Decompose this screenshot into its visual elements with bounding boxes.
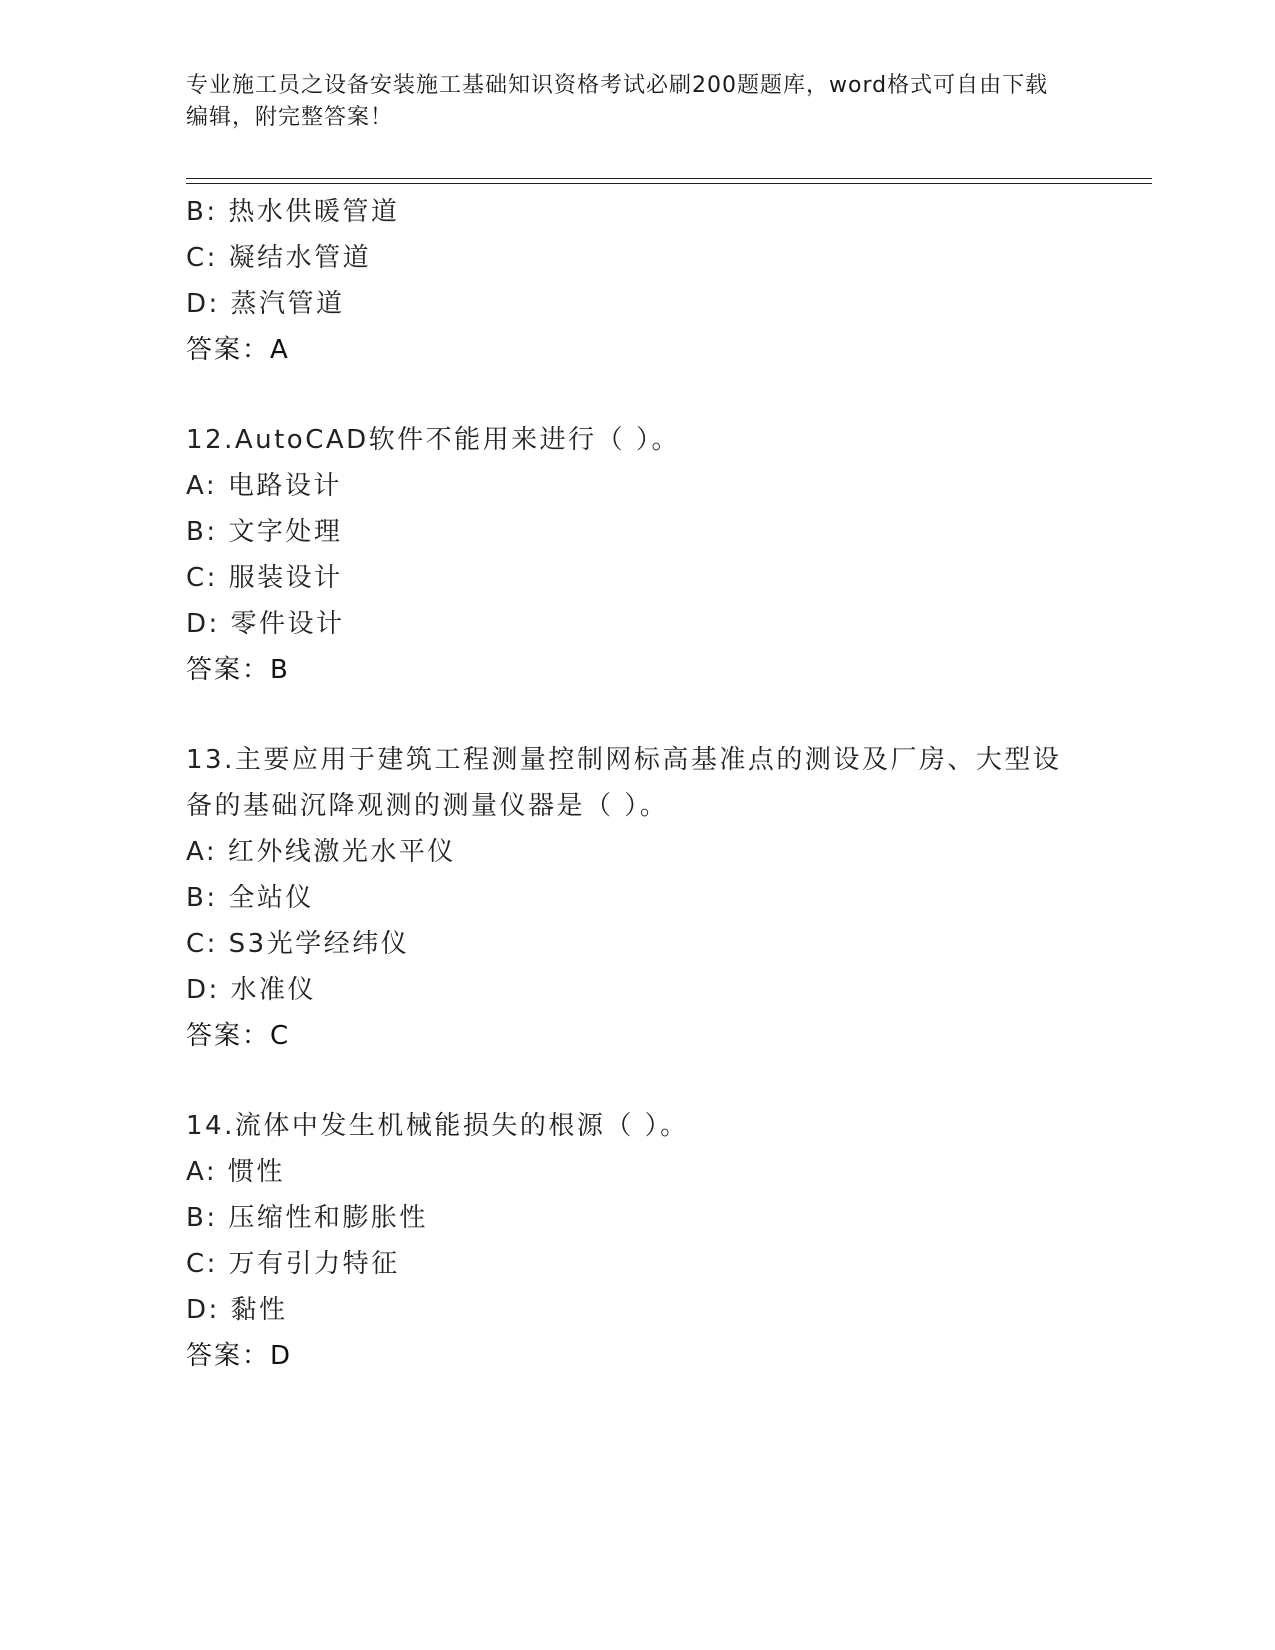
answer-line: 答案：B (186, 655, 290, 685)
question-stem: 12.AutoCAD软件不能用来进行（ ）。 (186, 425, 680, 455)
question-11-continued (186, 189, 1086, 373)
option-a: A: 电路设计 (186, 471, 342, 501)
header-divider-bottom (186, 183, 1152, 184)
spacer (186, 693, 1086, 737)
question-stem: 14.流体中发生机械能损失的根源（ ）。 (186, 1111, 689, 1141)
option-a: A: 红外线激光水平仪 (186, 837, 456, 867)
answer-line: 答案：D (186, 1341, 293, 1371)
document-header: 专业施工员之设备安装施工基础知识资格考试必刷200题题库，word格式可自由下载编辑，附完整答案！ (186, 73, 1049, 130)
option-b: B: 全站仪 (186, 883, 314, 913)
spacer (186, 373, 1086, 417)
option-a: A: 惯性 (186, 1157, 285, 1187)
option-c: C: S3光学经纬仪 (186, 929, 410, 959)
question-stem: 13.主要应用于建筑工程测量控制网标高基准点的测设及厂房、大型设备的基础沉降观测的测量仪器是（ ）。 (186, 745, 1062, 821)
option-d: D: 蒸汽管道 (186, 289, 345, 319)
answer-line: 答案：A (186, 335, 290, 365)
question-12 (186, 417, 1086, 693)
option-c: C: 万有引力特征 (186, 1249, 400, 1279)
header-divider-top (186, 178, 1152, 179)
option-c: C: 服装设计 (186, 563, 343, 593)
option-d: D: 黏性 (186, 1295, 288, 1325)
question-13 (186, 737, 1086, 1059)
spacer (186, 1059, 1086, 1103)
option-c: C: 凝结水管道 (186, 243, 372, 273)
question-list (186, 189, 1086, 1379)
question-14 (186, 1103, 1086, 1379)
option-d: D: 水准仪 (186, 975, 317, 1005)
option-b: B: 压缩性和膨胀性 (186, 1203, 428, 1233)
option-d: D: 零件设计 (186, 609, 345, 639)
answer-line: 答案：C (186, 1021, 291, 1051)
option-b: B: 文字处理 (186, 517, 343, 547)
option-b: B: 热水供暖管道 (186, 197, 400, 227)
